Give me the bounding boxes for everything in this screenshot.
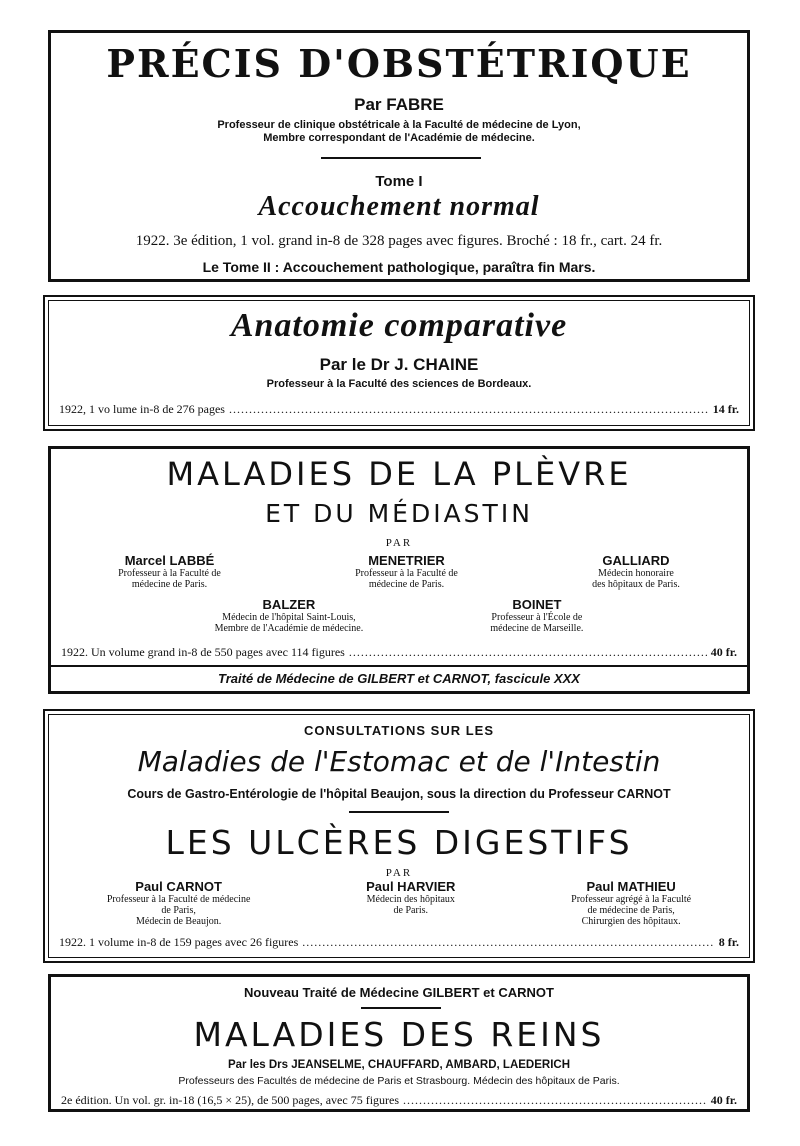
author-description: de Paris.	[393, 905, 428, 916]
author-description: Professeur à la Faculté de	[118, 568, 221, 579]
book-title: PRÉCIS D'OBSTÉTRIQUE	[106, 41, 692, 86]
author-description: Membre de l'Académie de médecine.	[214, 623, 364, 634]
ad-precis-obstetrique	[48, 30, 750, 282]
ad-maladies-reins	[48, 974, 750, 1112]
author-description: Professeur à la Faculté de	[355, 568, 458, 579]
book-title: LES ULCÈRES DIGESTIFS	[165, 823, 633, 862]
author-description: médecine de Marseille.	[490, 623, 584, 634]
divider	[361, 1007, 441, 1009]
tome-note: Le Tome II : Accouchement pathologique, paraîtra fin Mars.	[202, 259, 596, 275]
edition-line: 1922. 3e édition, 1 vol. grand in-8 de 328 pages avec figures. Broché : 18 fr., cart. 24 fr.	[135, 233, 663, 249]
author-block	[215, 597, 364, 634]
author-block	[490, 597, 583, 634]
par-label: PAR	[385, 537, 413, 549]
edition-info: 1922, 1 vo lume in-8 de 276 pages	[59, 402, 225, 416]
leader-dots	[403, 1093, 707, 1108]
author-block	[366, 879, 455, 927]
book-authors: Par les Drs JEANSELME, CHAUFFARD, AMBARD, LAEDERICH	[227, 1059, 571, 1071]
tome-label: Tome I	[375, 173, 423, 190]
price-line	[59, 402, 739, 417]
author-description: Chirurgien des hôpitaux.	[581, 916, 681, 927]
book-subtitle: Accouchement normal	[258, 191, 540, 222]
price: 14 fr.	[712, 402, 739, 416]
book-title: MALADIES DE LA PLÈVRE	[166, 455, 632, 493]
author-affiliation: Professeur de clinique obstétricale à la Faculté de médecine de Lyon,	[217, 119, 581, 131]
section-header: CONSULTATIONS SUR LES	[304, 723, 494, 738]
author-block	[107, 879, 251, 927]
price-line	[61, 645, 737, 660]
section-header: Nouveau Traité de Médecine GILBERT et CARNOT	[244, 985, 554, 1000]
author-description: Professeur agrégé à la Faculté	[571, 894, 692, 905]
author-name: Paul CARNOT	[135, 879, 222, 894]
author-block	[355, 553, 458, 590]
author-description: des hôpitaux de Paris.	[592, 579, 680, 590]
author-name: Paul HARVIER	[366, 879, 456, 894]
author-description: Médecin de l'hôpital Saint-Louis,	[222, 612, 356, 623]
course-line: Cours de Gastro-Entérologie de l'hôpital Beaujon, sous la direction du Professeur CARNOT	[127, 787, 671, 801]
author-affiliation: Membre correspondant de l'Académie de médecine.	[263, 132, 535, 144]
author-name: GALLIARD	[602, 553, 670, 568]
author-affiliation: Professeurs des Facultés de médecine de Paris et Strasbourg. Médecin des hôpitaux de Paris.	[178, 1075, 620, 1087]
author-description: médecine de Paris.	[131, 579, 208, 590]
author-description: médecine de Paris.	[368, 579, 445, 590]
series-note: Traité de Médecine de GILBERT et CARNOT, fascicule XXX	[218, 671, 580, 686]
price-line	[59, 935, 739, 950]
price: 40 fr.	[710, 645, 737, 659]
book-title: MALADIES DES REINS	[193, 1015, 605, 1054]
author-name: MENETRIER	[368, 553, 445, 568]
author-block	[592, 553, 680, 590]
divider	[51, 665, 747, 667]
author-description: Médecin honoraire	[598, 568, 674, 579]
authors-row	[51, 553, 747, 590]
author-affiliation: Professeur à la Faculté des sciences de Bordeaux.	[266, 378, 532, 390]
price: 40 fr.	[710, 1093, 737, 1107]
author-name: BALZER	[262, 597, 316, 612]
book-title: Anatomie comparative	[230, 307, 568, 344]
price: 8 fr.	[718, 935, 739, 949]
author-description: de médecine de Paris,	[587, 905, 675, 916]
edition-info: 1922. 1 volume in-8 de 159 pages avec 26 figures	[59, 935, 299, 949]
par-label: PAR	[385, 867, 413, 879]
author-description: Professeur à la Faculté de médecine	[106, 894, 251, 905]
author-name: BOINET	[512, 597, 562, 612]
edition-info: 2e édition. Un vol. gr. in-18 (16,5 × 25), de 500 pages, avec 75 figures	[61, 1093, 400, 1107]
divider	[349, 811, 449, 813]
ad-anatomie-comparative	[48, 300, 750, 426]
author-name: Marcel LABBÉ	[124, 553, 215, 568]
authors-row	[49, 879, 749, 927]
authors-row	[151, 597, 647, 634]
edition-info: 1922. Un volume grand in-8 de 550 pages avec 114 figures	[61, 645, 345, 659]
author-block	[571, 879, 691, 927]
author-description: Professeur à l'École de	[491, 612, 583, 623]
ad-maladies-plevre	[48, 446, 750, 694]
author-block	[118, 553, 221, 590]
book-author: Par FABRE	[354, 95, 444, 114]
author-name: Paul MATHIEU	[586, 879, 676, 894]
price-line	[61, 1093, 737, 1108]
author-description: Médecin de Beaujon.	[136, 916, 222, 927]
divider	[321, 157, 481, 159]
leader-dots	[349, 645, 707, 660]
leader-dots	[229, 402, 709, 417]
author-description: de Paris,	[161, 905, 196, 916]
book-title-line2: ET DU MÉDIASTIN	[265, 499, 533, 528]
author-description: Médecin des hôpitaux	[366, 894, 455, 905]
ad-ulceres-digestifs	[48, 714, 750, 958]
book-author: Par le Dr J. CHAINE	[319, 355, 479, 374]
leader-dots	[302, 935, 714, 950]
series-title: Maladies de l'Estomac et de l'Intestin	[137, 745, 661, 778]
